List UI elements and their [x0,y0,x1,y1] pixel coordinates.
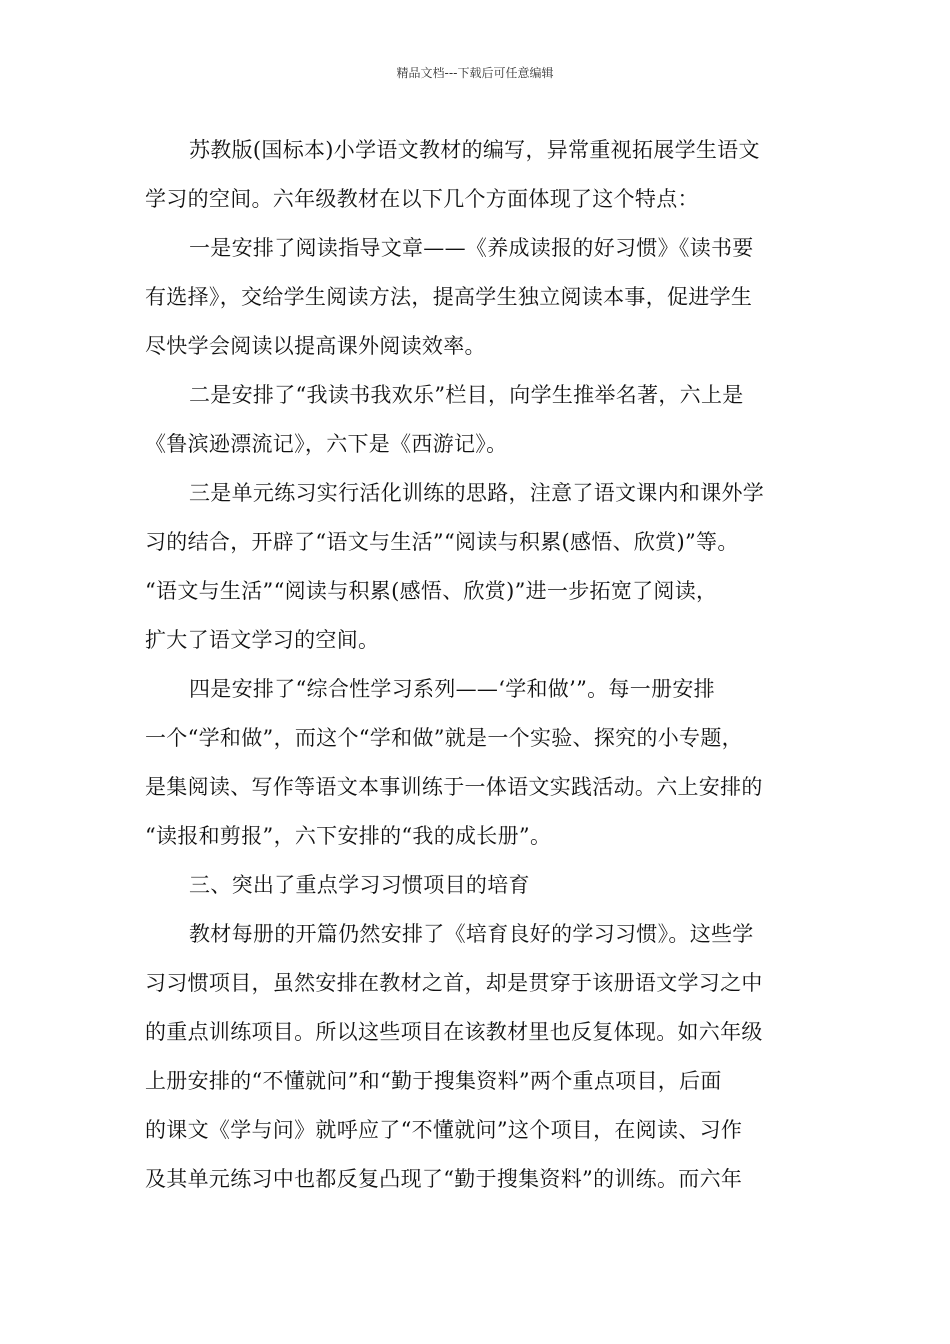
text-line: 四是安排了“综合性学习系列——‘学和做’”。每一册安排 [189,677,715,701]
text-line: 《鲁滨逊漂流记》，六下是《西游记》。 [145,432,508,456]
text-line: 二是安排了“我读书我欢乐”栏目，向学生推举名著，六上是 [189,383,744,407]
text-line: 上册安排的“不懂就问”和“勤于搜集资料”两个重点项目，后面 [145,1069,722,1093]
text-line: 及其单元练习中也都反复凸现了“勤于搜集资料”的训练。而六年 [145,1167,743,1191]
page-header: 精品文档---下载后可任意编辑 [396,66,554,80]
text-line: 的课文《学与问》就呼应了“不懂就问”这个项目，在阅读、习作 [145,1118,743,1142]
text-line: “读报和剪报”，六下安排的“我的成长册”。 [145,824,552,848]
text-line: 尽快学会阅读以提高课外阅读效率。 [145,334,486,358]
text-line: 是集阅读、写作等语文本事训练于一体语文实践活动。六上安排的 [145,775,763,799]
document-body [145,133,813,1211]
text-line: 扩大了语文学习的空间。 [145,628,380,652]
text-line: 的重点训练项目。所以这些项目在该教材里也反复体现。如六年级 [145,1020,763,1044]
text-line: 有选择》，交给学生阅读方法，提高学生独立阅读本事，促进学生 [145,285,753,309]
text-line: 苏教版(国标本)小学语文教材的编写，异常重视拓展学生语文 [189,138,760,162]
text-line: 教材每册的开篇仍然安排了《培育良好的学习习惯》。这些学 [189,922,754,946]
text-line: 习习惯项目，虽然安排在教材之首，却是贯穿于该册语文学习之中 [145,971,763,995]
text-line: 三是单元练习实行活化训练的思路，注意了语文课内和课外学 [189,481,765,505]
text-line: 学习的空间。六年级教材在以下几个方面体现了这个特点： [145,187,699,211]
text-line: 一是安排了阅读指导文章——《养成读报的好习惯》《读书要 [189,236,754,260]
text-line: 习的结合，开辟了“语文与生活”“阅读与积累(感悟、欣赏)”等。 [145,530,739,554]
text-line: 三、突出了重点学习习惯项目的培育 [189,873,530,897]
text-line: “语文与生活”“阅读与积累(感悟、欣赏)”进一步拓宽了阅读， [145,579,718,603]
text-line: 一个“学和做”，而这个“学和做”就是一个实验、探究的小专题， [145,726,743,750]
